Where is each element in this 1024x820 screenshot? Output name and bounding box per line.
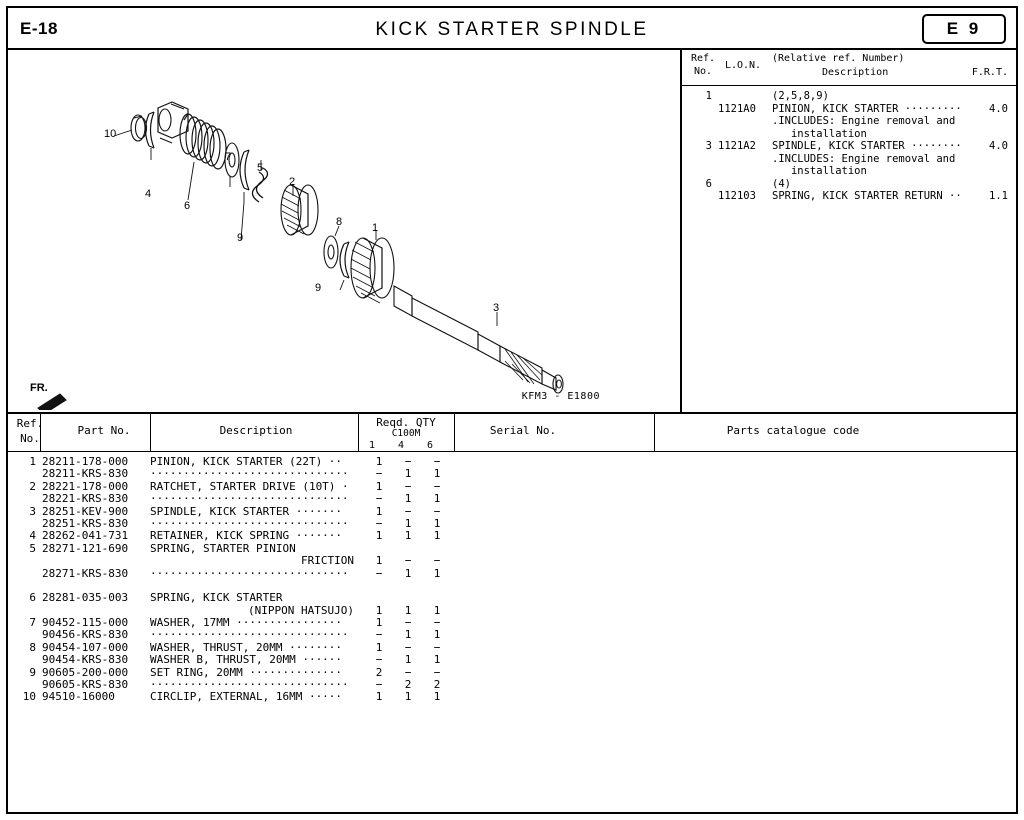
- figure-callout-9a: 9: [237, 232, 244, 244]
- part-qty-1: −: [375, 516, 383, 530]
- part-number: 90452-115-000: [42, 616, 129, 630]
- lon-number: 1121A0: [718, 102, 756, 115]
- parts-header-qty-1: 1: [368, 440, 376, 451]
- part-qty-1: 1: [375, 554, 383, 568]
- upper-section: [8, 50, 1016, 414]
- part-qty-4: −: [404, 616, 412, 630]
- lon-header-relative: (Relative ref. Number): [772, 53, 905, 64]
- figure-callout-7: 7: [225, 151, 232, 163]
- part-description: WASHER, THRUST, 20MM ········: [150, 640, 343, 654]
- part-qty-4: −: [404, 455, 412, 468]
- lon-header-description: Description: [822, 67, 889, 78]
- part-qty-6: 1: [433, 653, 441, 667]
- page-header: [8, 8, 1016, 50]
- part-description: SPINDLE, KICK STARTER ·······: [150, 504, 343, 518]
- part-description: ······························: [150, 678, 349, 692]
- table-row: [8, 468, 1016, 480]
- part-number: 28221-KRS-830: [42, 492, 129, 506]
- table-row: [8, 493, 1016, 505]
- lon-row: [682, 140, 1016, 153]
- part-number: 28281-035-003: [42, 591, 129, 605]
- part-qty-6: 1: [433, 467, 441, 481]
- part-qty-1: 1: [375, 690, 383, 704]
- part-description: CIRCLIP, EXTERNAL, 16MM ·····: [150, 690, 343, 704]
- part-ref-no: 3: [29, 504, 36, 518]
- part-description: (NIPPON HATSUJO): [248, 603, 354, 617]
- part-description: SPRING, STARTER PINION: [150, 541, 296, 555]
- table-row: [8, 629, 1016, 641]
- figure-callout-1: 1: [372, 222, 379, 234]
- part-description: RATCHET, STARTER DRIVE (10T) ·: [150, 479, 349, 493]
- lon-row: [682, 165, 1016, 178]
- part-qty-4: 1: [404, 529, 412, 543]
- part-qty-6: −: [433, 554, 441, 568]
- part-number: 28271-121-690: [42, 541, 129, 555]
- part-qty-6: 1: [433, 690, 441, 704]
- lon-row: [682, 190, 1016, 203]
- lon-description: .INCLUDES: Engine removal and: [772, 115, 956, 127]
- part-qty-1: 2: [375, 665, 383, 679]
- part-description: FRICTION: [301, 554, 354, 568]
- part-qty-1: 1: [375, 529, 383, 543]
- part-number: 28221-178-000: [42, 479, 129, 493]
- lon-description: .INCLUDES: Engine removal and: [772, 152, 956, 165]
- lon-number: 1121A2: [718, 140, 756, 152]
- part-qty-1: −: [375, 566, 383, 580]
- part-qty-1: 1: [375, 616, 383, 630]
- part-qty-6: 2: [433, 678, 441, 692]
- parts-header-part-no: Part No.: [77, 424, 131, 437]
- part-number: 28271-KRS-830: [42, 566, 129, 580]
- part-qty-4: 1: [404, 492, 412, 506]
- figure-callout-2: 2: [289, 176, 296, 188]
- part-qty-4: 2: [404, 678, 412, 692]
- part-qty-4: −: [404, 665, 412, 679]
- part-qty-6: −: [433, 455, 441, 468]
- parts-header-description: Description: [219, 424, 293, 437]
- drawing-code: KFM3 - E1800: [521, 391, 600, 402]
- part-number: 28251-KEV-900: [42, 504, 129, 518]
- part-qty-4: 1: [404, 566, 412, 580]
- page-title: KICK STARTER SPINDLE: [375, 19, 649, 40]
- lon-description: (2,5,8,9): [772, 90, 829, 102]
- lon-header-ref-no: Ref. No.: [690, 53, 716, 77]
- part-ref-no: 4: [29, 529, 36, 543]
- part-number: 28211-KRS-830: [42, 467, 129, 481]
- part-qty-4: −: [404, 554, 412, 568]
- lon-frt: 4.0: [989, 102, 1008, 115]
- part-ref-no: 7: [29, 616, 36, 630]
- part-qty-4: 1: [404, 467, 412, 481]
- lon-table-body: [682, 86, 1016, 203]
- part-qty-6: 1: [433, 492, 441, 506]
- part-qty-6: 1: [433, 628, 441, 642]
- exploded-view-figure: [8, 50, 682, 412]
- parts-header-serial-no: Serial No.: [489, 424, 557, 437]
- part-qty-6: −: [433, 640, 441, 654]
- parts-header-ref-no: Ref. No.: [16, 417, 44, 445]
- parts-header-qty-6: 6: [426, 440, 434, 451]
- table-row: [8, 530, 1016, 542]
- part-qty-4: 1: [404, 603, 412, 617]
- table-row: [8, 691, 1016, 703]
- parts-header-catalogue-code: Parts catalogue code: [726, 424, 860, 437]
- lon-table: [682, 50, 1016, 412]
- part-number: 90605-KRS-830: [42, 678, 129, 692]
- lon-frt: 4.0: [989, 140, 1008, 152]
- part-qty-4: 1: [404, 516, 412, 530]
- part-qty-1: 1: [375, 603, 383, 617]
- part-qty-6: −: [433, 665, 441, 679]
- part-qty-6: −: [433, 616, 441, 630]
- part-number: 90605-200-000: [42, 665, 129, 679]
- part-qty-1: 1: [375, 504, 383, 518]
- figure-callout-8: 8: [336, 216, 343, 228]
- part-qty-4: 1: [404, 690, 412, 704]
- page-code: E-18: [20, 19, 58, 38]
- part-description: WASHER, 17MM ················: [150, 616, 343, 630]
- part-qty-4: −: [404, 504, 412, 518]
- part-description: ······························: [150, 492, 349, 506]
- part-qty-6: 1: [433, 603, 441, 617]
- part-qty-1: −: [375, 492, 383, 506]
- lon-number: 112103: [718, 190, 756, 202]
- section-badge: E 9: [922, 14, 1006, 44]
- lon-header-lon: L.O.N.: [724, 60, 762, 71]
- lon-description: (4): [772, 177, 791, 190]
- lon-description: installation: [772, 165, 867, 177]
- lon-ref-no: 1: [705, 90, 712, 102]
- part-description: ······························: [150, 566, 349, 580]
- parts-table-header: [8, 414, 1016, 452]
- part-qty-1: −: [375, 628, 383, 642]
- part-description: PINION, KICK STARTER (22T) ··: [150, 455, 343, 468]
- table-row: [8, 543, 1016, 555]
- parts-catalogue-page: [6, 6, 1018, 814]
- lon-row: [682, 128, 1016, 141]
- lon-ref-no: 3: [705, 140, 712, 152]
- part-description: SET RING, 20MM ··············: [150, 665, 343, 679]
- lon-description: installation: [772, 127, 867, 140]
- lon-row: [682, 178, 1016, 191]
- part-ref-no: 1: [29, 455, 36, 468]
- parts-table-body: [8, 452, 1016, 704]
- parts-header-model: C100M: [391, 428, 421, 439]
- part-ref-no: 10: [22, 690, 36, 704]
- lon-description: PINION, KICK STARTER ·········: [772, 102, 962, 115]
- lon-frt: 1.1: [989, 190, 1008, 202]
- front-direction-label: FR.: [30, 382, 48, 394]
- figure-drawing: [8, 50, 682, 410]
- lon-row: [682, 103, 1016, 116]
- lon-row: [682, 115, 1016, 128]
- part-qty-6: −: [433, 479, 441, 493]
- part-description: ······························: [150, 516, 349, 530]
- parts-header-qty-4: 4: [397, 440, 405, 451]
- part-qty-1: −: [375, 678, 383, 692]
- lon-description: SPRING, KICK STARTER RETURN ··: [772, 190, 962, 202]
- table-row: [8, 592, 1016, 604]
- part-description: ······························: [150, 628, 349, 642]
- part-qty-6: 1: [433, 516, 441, 530]
- part-number: 28211-178-000: [42, 455, 129, 468]
- figure-callout-5: 5: [257, 162, 264, 174]
- part-ref-no: 5: [29, 541, 36, 555]
- part-number: 94510-16000: [42, 690, 115, 704]
- part-number: 90454-KRS-830: [42, 653, 129, 667]
- part-qty-6: 1: [433, 566, 441, 580]
- parts-header-qty: Reqd. QTY: [376, 416, 436, 429]
- part-description: SPRING, KICK STARTER: [150, 591, 283, 605]
- part-qty-1: −: [375, 467, 383, 481]
- part-qty-6: −: [433, 504, 441, 518]
- table-row: [8, 555, 1016, 567]
- part-ref-no: 8: [29, 640, 36, 654]
- part-qty-6: 1: [433, 529, 441, 543]
- part-number: 90456-KRS-830: [42, 628, 129, 642]
- part-qty-4: −: [404, 640, 412, 654]
- lon-table-header: [682, 50, 1016, 86]
- part-description: RETAINER, KICK SPRING ·······: [150, 529, 343, 543]
- part-number: 28262-041-731: [42, 529, 129, 543]
- part-number: 28251-KRS-830: [42, 516, 129, 530]
- figure-callout-3: 3: [493, 302, 500, 314]
- figure-callout-9b: 9: [315, 282, 322, 294]
- lon-row: [682, 153, 1016, 166]
- part-qty-4: −: [404, 479, 412, 493]
- part-qty-4: 1: [404, 653, 412, 667]
- part-description: ······························: [150, 467, 349, 481]
- part-ref-no: 6: [29, 591, 36, 605]
- part-qty-1: 1: [375, 479, 383, 493]
- part-qty-1: 1: [375, 455, 383, 468]
- lon-description: SPINDLE, KICK STARTER ········: [772, 140, 962, 152]
- part-qty-1: 1: [375, 640, 383, 654]
- lon-header-frt: F.R.T.: [971, 67, 1008, 78]
- figure-callout-6: 6: [184, 200, 191, 212]
- lon-ref-no: 6: [705, 177, 712, 190]
- part-ref-no: 9: [29, 665, 36, 679]
- lon-row: [682, 90, 1016, 103]
- part-description: WASHER B, THRUST, 20MM ······: [150, 653, 343, 667]
- part-qty-4: 1: [404, 628, 412, 642]
- part-number: 90454-107-000: [42, 640, 129, 654]
- figure-callout-10: 10: [104, 128, 117, 140]
- part-qty-1: −: [375, 653, 383, 667]
- table-row: [8, 568, 1016, 580]
- figure-callout-4: 4: [145, 188, 152, 200]
- part-ref-no: 2: [29, 479, 36, 493]
- table-row: [8, 654, 1016, 666]
